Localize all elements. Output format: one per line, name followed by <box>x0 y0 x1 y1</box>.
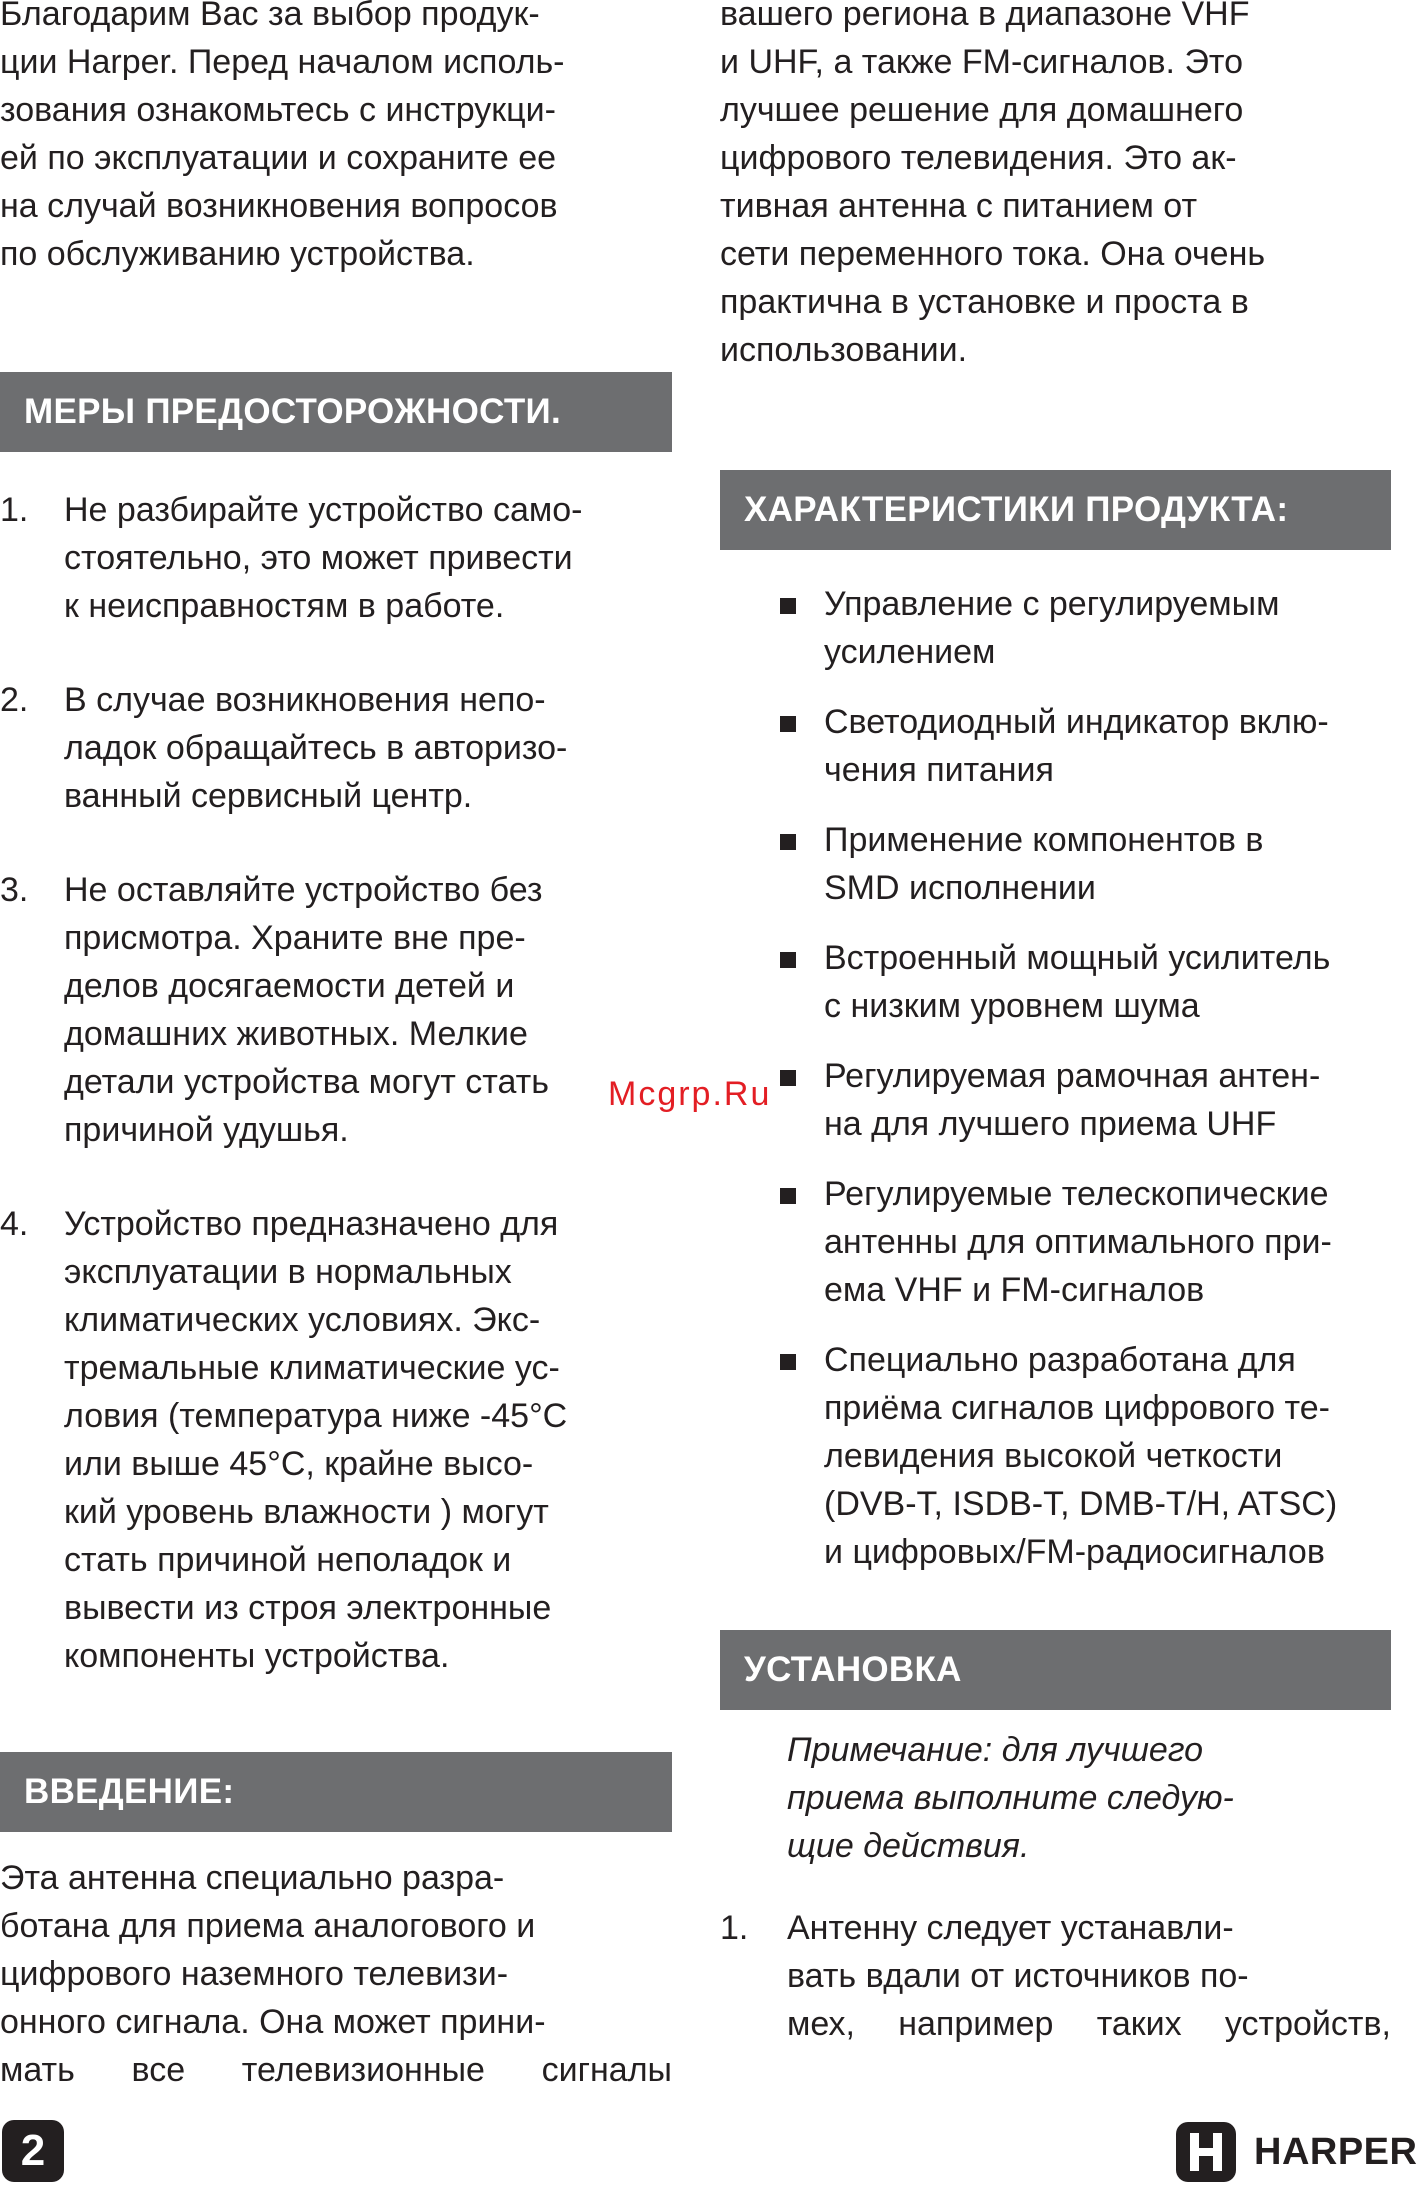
text-line: Устройство предназначено для <box>64 1205 559 1243</box>
text-line: ции Harper. Перед началом исполь- <box>0 43 565 81</box>
bullet-square-icon <box>780 834 796 850</box>
introduction-text-left <box>0 1854 672 2094</box>
text-line: ладок обращайтесь в авторизо- <box>64 729 568 767</box>
text-line: и UHF, а также FM-сигналов. Это <box>720 43 1243 81</box>
item-number: 3. <box>0 871 29 909</box>
item-number: 4. <box>0 1205 29 1243</box>
text-line: ботана для приема аналогового и <box>0 1907 536 1945</box>
text-line: или выше 45°С, крайне высо- <box>64 1445 534 1483</box>
text-line: компоненты устройства. <box>64 1637 450 1675</box>
item-number: 1. <box>720 1909 749 1947</box>
text-line: вашего региона в диапазоне VHF <box>720 0 1250 33</box>
text-line: ловия (температура ниже -45°С <box>64 1397 568 1435</box>
list-item <box>720 934 1391 1030</box>
right-column <box>720 0 1391 2048</box>
item-number: 2. <box>0 681 29 719</box>
text-line: к неисправностям в работе. <box>64 587 505 625</box>
watermark: Mcgrp.Ru <box>608 1075 772 1113</box>
text-line: Примечание: для лучшего <box>787 1731 1204 1769</box>
text-line: мать все телевизионные сигналы <box>0 2051 672 2089</box>
item-number: 1. <box>0 491 29 529</box>
list-item <box>720 580 1391 676</box>
bullet-square-icon <box>780 1354 796 1370</box>
text-line: ванный сервисный центр. <box>64 777 473 815</box>
text-line: щие действия. <box>787 1827 1030 1865</box>
text-line: использовании. <box>720 331 968 369</box>
text-line: тремальные климатические ус- <box>64 1349 560 1387</box>
bullet-square-icon <box>780 952 796 968</box>
text-line: антенны для оптимального при- <box>824 1223 1332 1261</box>
list-item <box>0 1200 672 1680</box>
left-column <box>0 0 672 2094</box>
features-list <box>720 580 1391 1576</box>
text-line: SMD исполнении <box>824 869 1096 907</box>
installation-note <box>720 1726 1391 1870</box>
text-line: практична в установке и проста в <box>720 283 1249 321</box>
text-line: Не оставляйте устройство без <box>64 871 543 909</box>
bullet-square-icon <box>780 1188 796 1204</box>
text-line: делов досягаемости детей и <box>64 967 515 1005</box>
text-line: приема выполните следую- <box>787 1779 1234 1817</box>
text-line: кий уровень влажности ) могут <box>64 1493 549 1531</box>
text-line: лучшее решение для домашнего <box>720 91 1244 129</box>
text-line: вать вдали от источников по- <box>787 1957 1249 1995</box>
text-line: домашних животных. Мелкие <box>64 1015 528 1053</box>
text-line: цифрового телевидения. Это ак- <box>720 139 1237 177</box>
introduction-text-right <box>720 0 1391 374</box>
text-line: Регулируемые телескопические <box>824 1175 1329 1213</box>
list-item <box>720 816 1391 912</box>
bullet-square-icon <box>780 598 796 614</box>
text-line: детали устройства могут стать <box>64 1063 549 1101</box>
text-line: Применение компонентов в <box>824 821 1264 859</box>
text-line: чения питания <box>824 751 1054 789</box>
section-header-precautions: МЕРЫ ПРЕДОСТОРОЖНОСТИ. <box>0 372 672 452</box>
list-item <box>0 676 672 820</box>
bullet-square-icon <box>780 716 796 732</box>
brand-name: HARPER <box>1254 2131 1417 2173</box>
bullet-square-icon <box>780 1070 796 1086</box>
text-line: с низким уровнем шума <box>824 987 1200 1025</box>
text-line: на для лучшего приема UHF <box>824 1105 1277 1143</box>
text-line: Благодарим Вас за выбор продук- <box>0 0 540 33</box>
text-line: Эта антенна специально разра- <box>0 1859 505 1897</box>
list-item <box>0 866 672 1154</box>
text-line: Встроенный мощный усилитель <box>824 939 1331 977</box>
text-line: Светодиодный индикатор вклю- <box>824 703 1329 741</box>
list-item <box>720 1336 1391 1576</box>
page-number: 2 <box>2 2120 64 2182</box>
list-item <box>720 1052 1391 1148</box>
text-line: приёма сигналов цифрового те- <box>824 1389 1330 1427</box>
intro-paragraph <box>0 0 672 278</box>
precautions-list <box>0 486 672 1680</box>
text-line: присмотра. Храните вне пре- <box>64 919 526 957</box>
list-item <box>0 486 672 630</box>
text-line: онного сигнала. Она может прини- <box>0 2003 546 2041</box>
text-line: усилением <box>824 633 996 671</box>
text-line: Специально разработана для <box>824 1341 1296 1379</box>
list-item <box>720 698 1391 794</box>
text-line: ема VHF и FM-сигналов <box>824 1271 1205 1309</box>
text-line: Регулируемая рамочная антен- <box>824 1057 1321 1095</box>
text-line: Не разбирайте устройство само- <box>64 491 583 529</box>
text-line: В случае возникновения непо- <box>64 681 546 719</box>
text-line: тивная антенна с питанием от <box>720 187 1198 225</box>
section-header-features: ХАРАКТЕРИСТИКИ ПРОДУКТА: <box>720 470 1391 550</box>
text-line: мех, например таких устройств, <box>787 2005 1391 2043</box>
text-line: стоятельно, это может привести <box>64 539 573 577</box>
text-line: левидения высокой четкости <box>824 1437 1283 1475</box>
text-line: ей по эксплуатации и сохраните ее <box>0 139 557 177</box>
section-header-introduction: ВВЕДЕНИЕ: <box>0 1752 672 1832</box>
text-line: эксплуатации в нормальных <box>64 1253 512 1291</box>
harper-logo-icon <box>1176 2122 1236 2182</box>
text-line: сети переменного тока. Она очень <box>720 235 1266 273</box>
list-item <box>720 1904 1391 2048</box>
text-line: Управление с регулируемым <box>824 585 1280 623</box>
text-line: Антенну следует устанавли- <box>787 1909 1234 1947</box>
text-line: по обслуживанию устройства. <box>0 235 475 273</box>
list-item <box>720 1170 1391 1314</box>
text-line: причиной удушья. <box>64 1111 349 1149</box>
text-line: зования ознакомьтесь с инструкци- <box>0 91 556 129</box>
text-line: на случай возникновения вопросов <box>0 187 558 225</box>
section-header-installation: УСТАНОВКА <box>720 1630 1391 1710</box>
text-line: (DVB-T, ISDB-T, DMB-T/H, ATSC) <box>824 1485 1338 1523</box>
text-line: цифрового наземного телевизи- <box>0 1955 509 1993</box>
text-line: вывести из строя электронные <box>64 1589 552 1627</box>
text-line: климатических условиях. Экс- <box>64 1301 541 1339</box>
text-line: и цифровых/FM-радиосигналов <box>824 1533 1325 1571</box>
text-line: стать причиной неполадок и <box>64 1541 512 1579</box>
